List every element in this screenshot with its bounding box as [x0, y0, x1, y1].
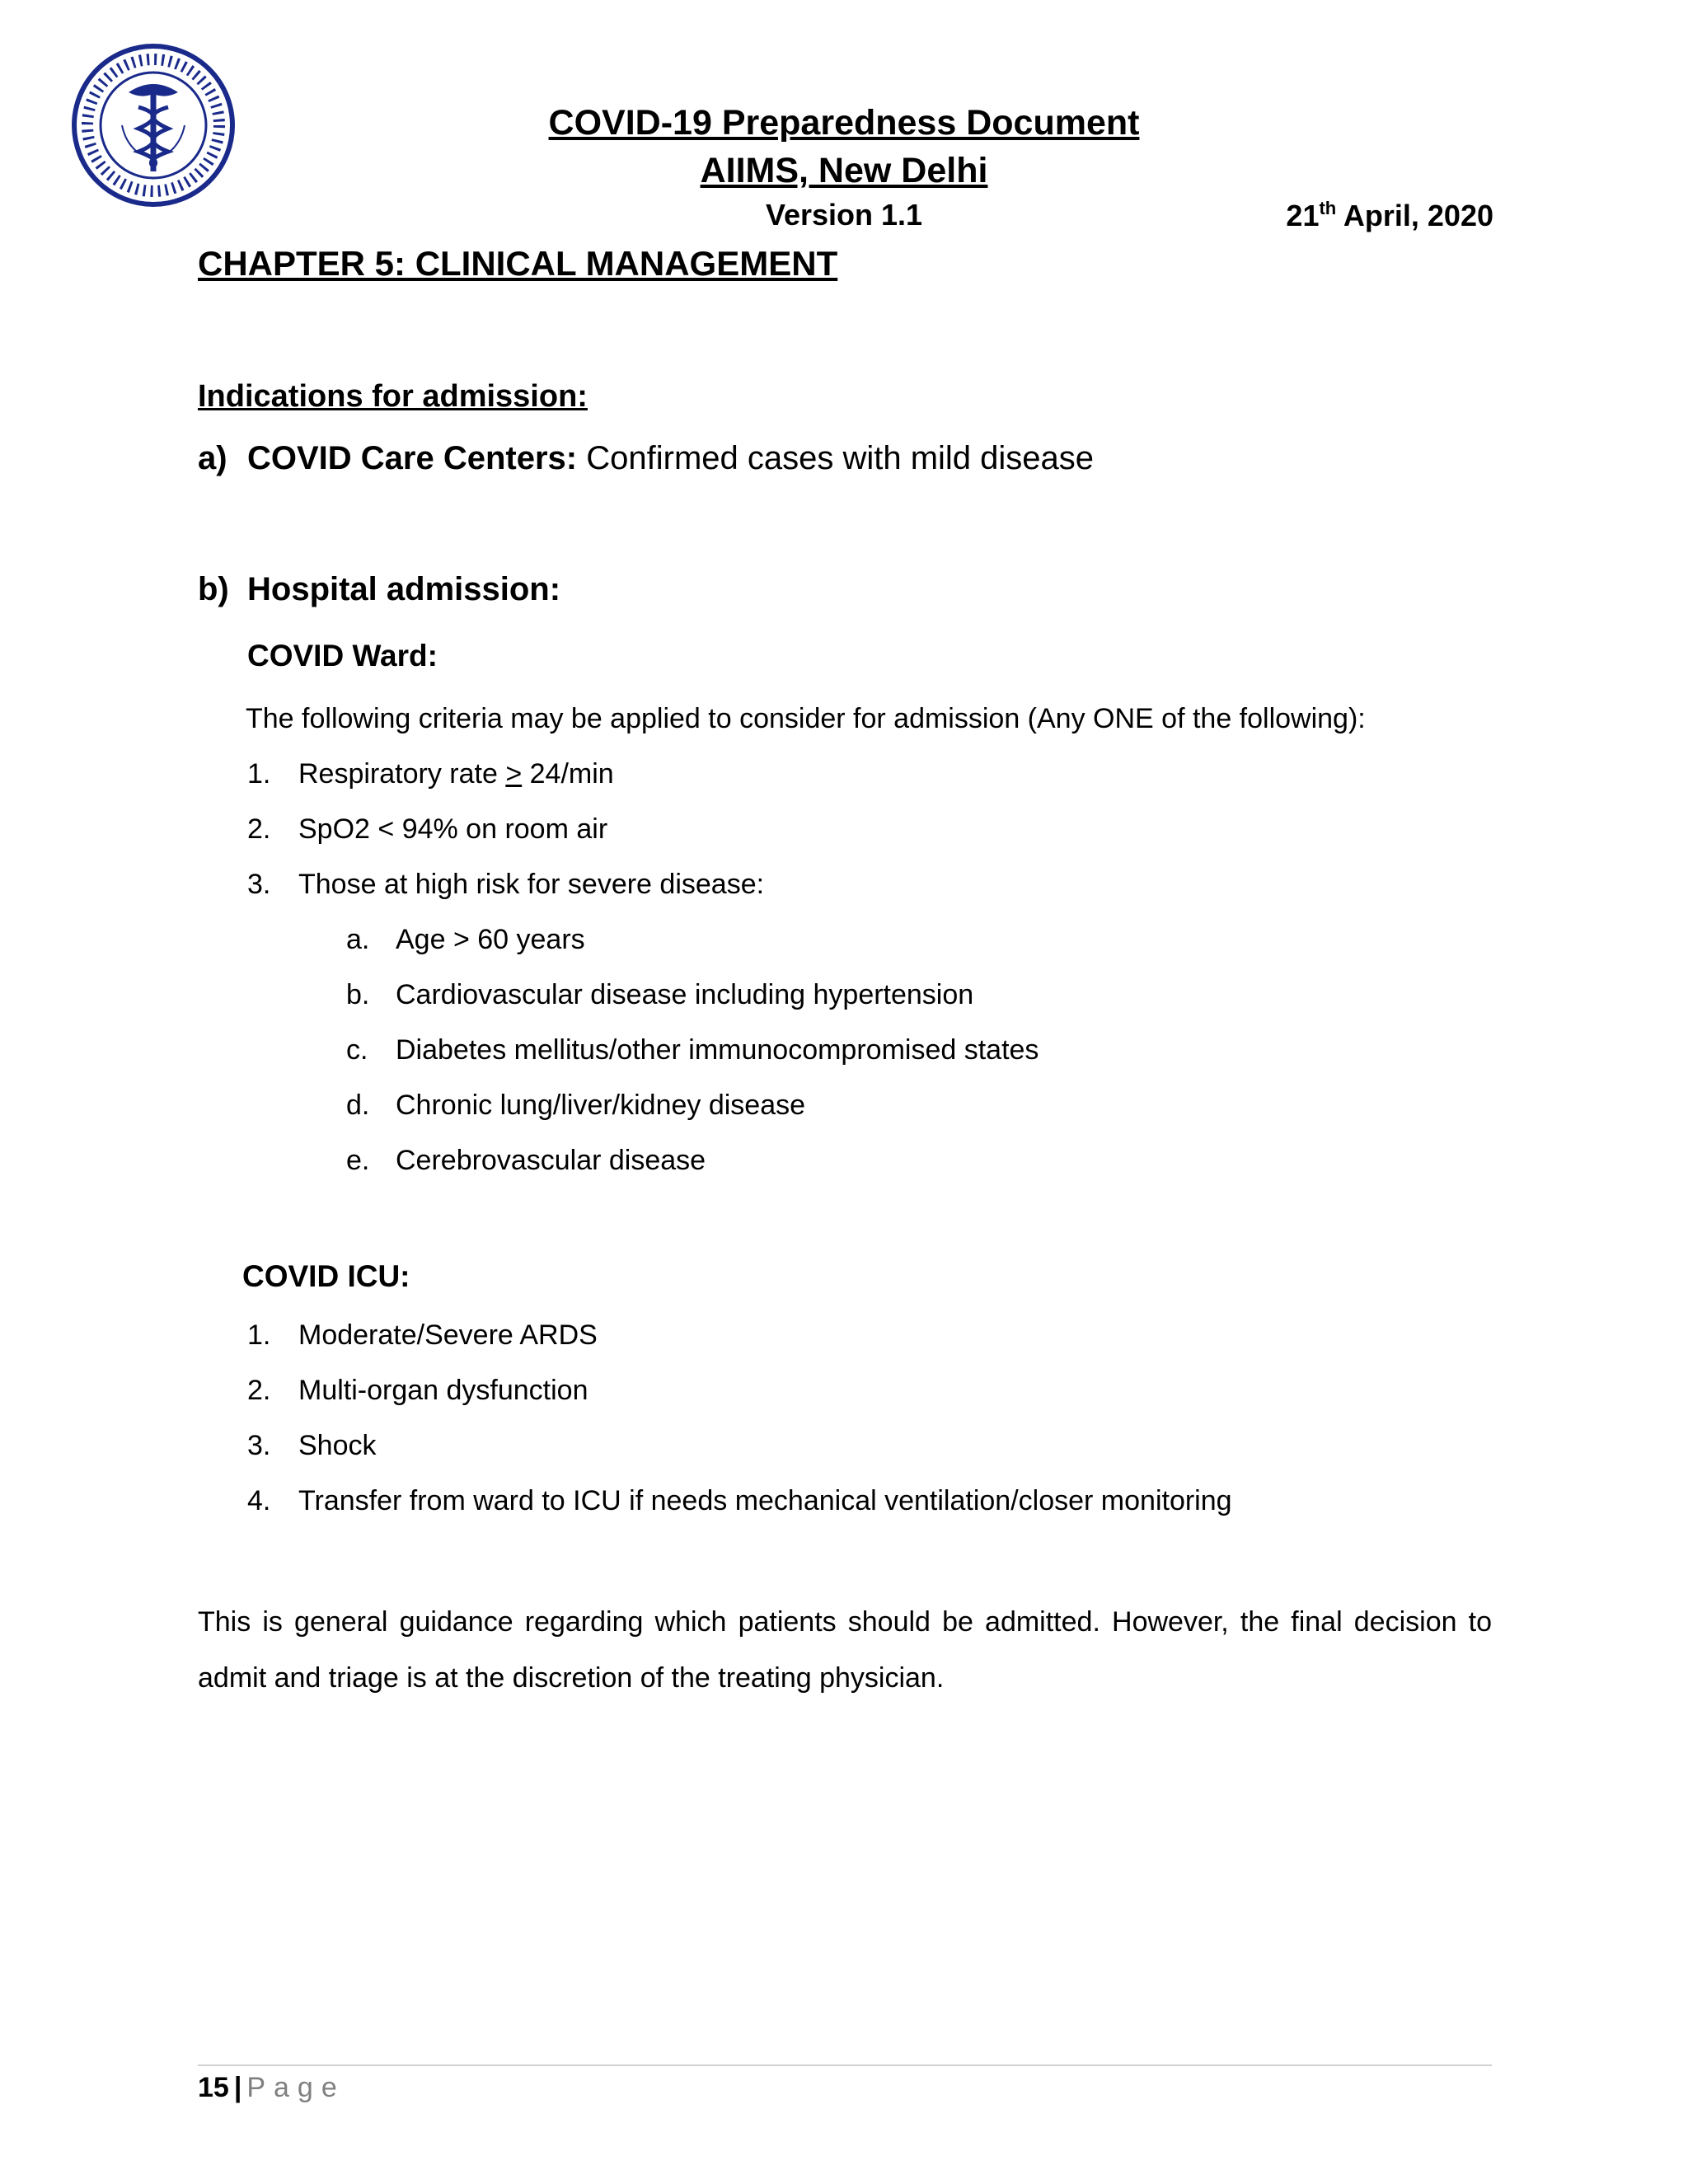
document-title: COVID-19 Preparedness Document — [548, 103, 1140, 143]
list-item: b. Cardiovascular disease including hypertension — [346, 979, 974, 1010]
footer-divider — [198, 2064, 1492, 2066]
list-item: e. Cerebrovascular disease — [346, 1145, 706, 1176]
list-item: 2. SpO2 < 94% on room air — [247, 813, 608, 845]
list-item: 1. Respiratory rate > 24/min — [247, 758, 614, 790]
document-subtitle: AIIMS, New Delhi — [700, 151, 988, 190]
indications-heading: Indications for admission: — [198, 379, 588, 414]
document-date: 21th April, 2020 — [1286, 198, 1493, 232]
ward-intro: The following criteria may be applied to consider for admission (Any ONE of the following): — [246, 703, 1366, 734]
version-label: Version 1.1 — [765, 198, 923, 232]
list-item: d. Chronic lung/liver/kidney disease — [346, 1090, 806, 1121]
list-item: 1. Moderate/Severe ARDS — [247, 1319, 598, 1351]
list-item: 3. Those at high risk for severe disease: — [247, 869, 765, 900]
list-item: c. Diabetes mellitus/other immunocompromised states — [346, 1034, 1039, 1066]
page-number: 15 — [198, 2072, 229, 2103]
closing-paragraph: This is general guidance regarding which patients should be admitted. However, the final decision to admit and triage is at the discretion of the treating physician. — [198, 1606, 1492, 1694]
page-label: Page — [246, 2072, 345, 2103]
section-b: b) Hospital admission: — [198, 571, 561, 607]
chapter-title: CHAPTER 5: CLINICAL MANAGEMENT — [198, 244, 838, 283]
list-item: 3. Shock — [247, 1430, 377, 1461]
list-item: 4. Transfer from ward to ICU if needs mechanical ventilation/closer monitoring — [247, 1485, 1232, 1516]
list-item: a. Age > 60 years — [346, 924, 585, 955]
covid-ward-heading: COVID Ward: — [247, 639, 438, 673]
section-a: a) COVID Care Centers: Confirmed cases with mild disease — [198, 440, 1095, 476]
covid-icu-heading: COVID ICU: — [242, 1259, 410, 1293]
list-item: 2. Multi-organ dysfunction — [247, 1375, 588, 1406]
page-footer: 15 | Page — [198, 2072, 345, 2103]
